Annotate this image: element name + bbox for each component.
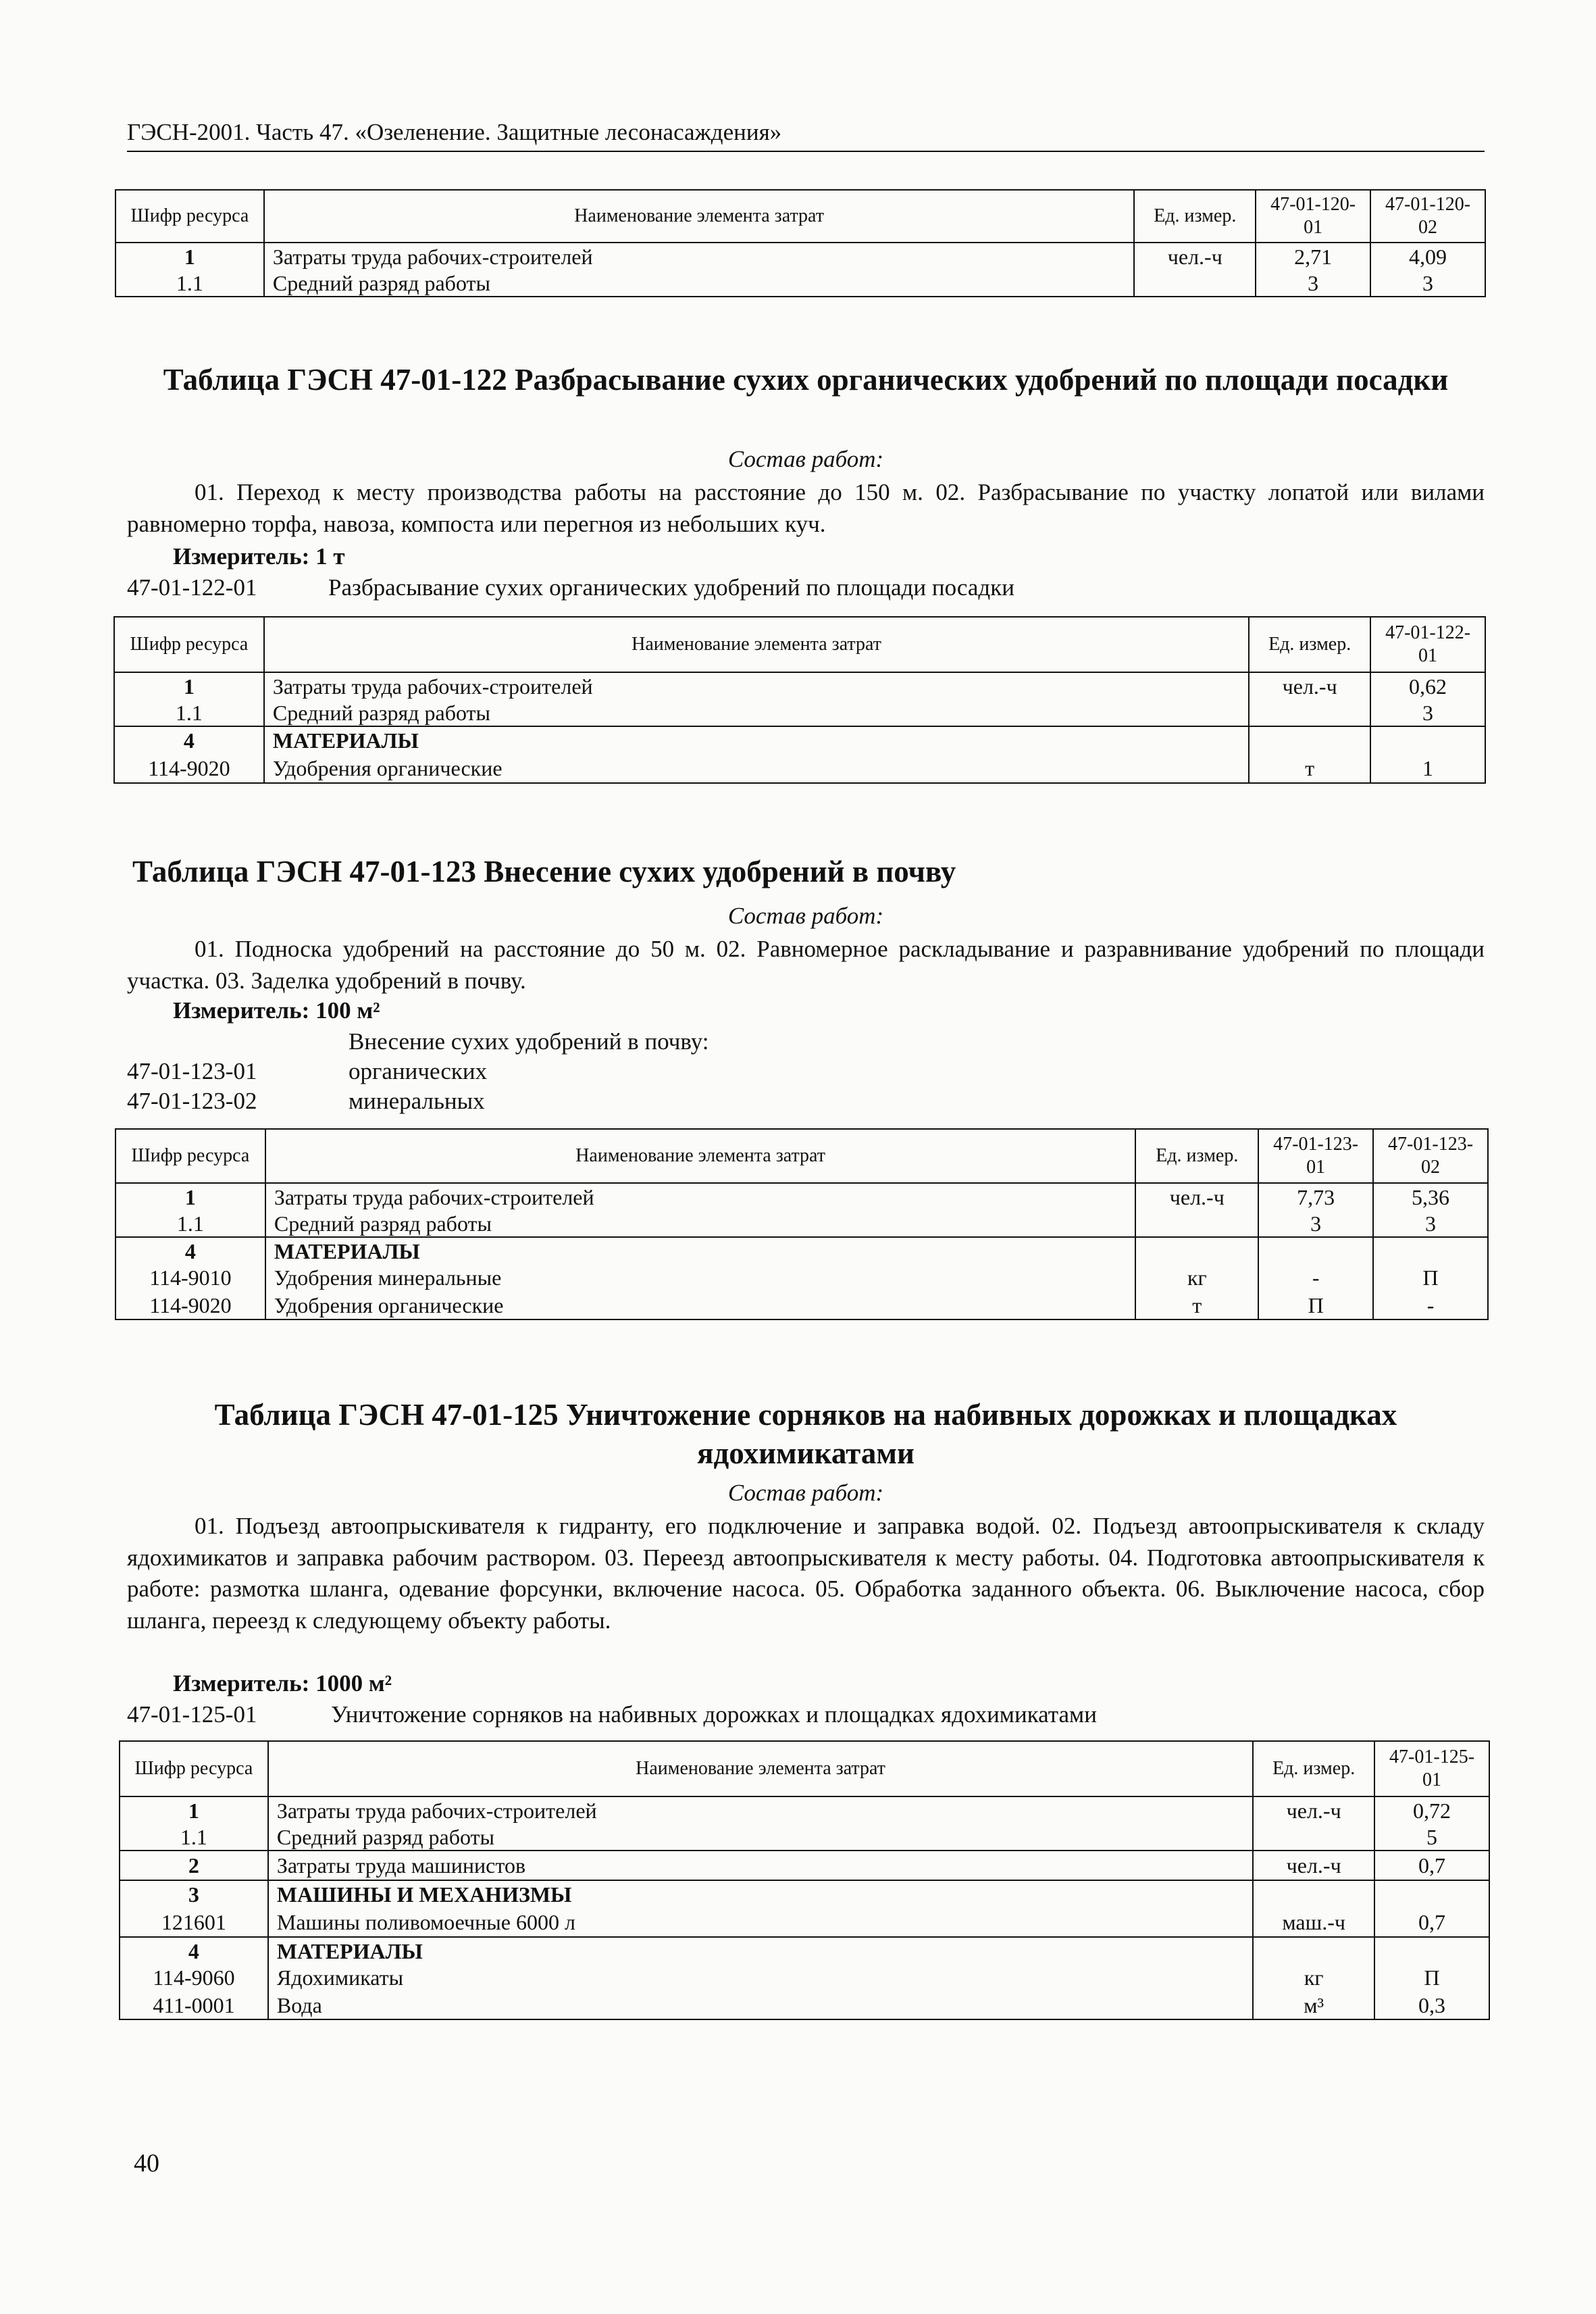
col-unit-header: Ед. измер. (1253, 1741, 1374, 1796)
cell-value: - (1258, 1264, 1373, 1291)
header-rule (127, 151, 1485, 152)
cell-name: Затраты труда рабочих-строителей (264, 672, 1249, 699)
col-value-header: 47-01-125-01 (1374, 1741, 1489, 1796)
cell-code: 1 (120, 1796, 268, 1823)
cell-value: - (1373, 1291, 1488, 1319)
cell-name: Средний разряд работы (264, 270, 1134, 297)
cell-unit (1249, 699, 1370, 726)
cell-code: 411-0001 (120, 1991, 268, 2019)
sostav-label: Состав работ: (727, 903, 884, 929)
cell-value: 3 (1258, 1210, 1373, 1237)
cell-name: Удобрения органические (264, 753, 1249, 783)
cell-name: Затраты труда машинистов (268, 1851, 1253, 1880)
cell-code: 4 (114, 726, 264, 753)
cell-name: МАТЕРИАЛЫ (265, 1237, 1136, 1264)
cell-name: Затраты труда рабочих-строителей (268, 1796, 1253, 1823)
col-code-header: Шифр ресурса (115, 1129, 265, 1183)
cell-name: МАШИНЫ И МЕХАНИЗМЫ (268, 1880, 1253, 1907)
col-name-header: Наименование элемента затрат (265, 1129, 1136, 1183)
sostav-text-122: 01. Переход к месту производства работы на расстояние до 150 м. 02. Разбрасывание по участку лопатой или вилами равномерно торфа, навоза, компоста или перегноя из небольших куч. (127, 479, 1485, 537)
cell-code: 1 (114, 672, 264, 699)
cell-code: 114-9060 (120, 1964, 268, 1991)
cell-unit: чел.-ч (1253, 1796, 1374, 1823)
cell-unit (1135, 1237, 1258, 1264)
cell-unit (1249, 726, 1370, 753)
cell-value: 2,71 (1256, 243, 1370, 270)
cell-unit: чел.-ч (1135, 1183, 1258, 1210)
cell-value: П (1374, 1964, 1489, 1991)
col-name-header: Наименование элемента затрат (264, 190, 1134, 243)
cell-unit: маш.-ч (1253, 1907, 1374, 1937)
cell-value: 3 (1256, 270, 1370, 297)
item-name: минеральных (349, 1088, 485, 1114)
cell-name: Удобрения органические (265, 1291, 1136, 1319)
cell-value: 0,72 (1374, 1796, 1489, 1823)
sostav-label: Состав работ: (727, 1480, 884, 1506)
cell-value: П (1258, 1291, 1373, 1319)
cell-name: Средний разряд работы (268, 1823, 1253, 1851)
section-title-122: Таблица ГЭСН 47-01-122 Разбрасывание сухих органических удобрений по площади посадки (163, 363, 1449, 397)
item-name: органических (349, 1058, 488, 1084)
cell-code: 4 (115, 1237, 265, 1264)
measure-122: Измеритель: 1 т (173, 543, 345, 570)
col-unit-header: Ед. измер. (1249, 617, 1370, 672)
cell-value: П (1373, 1264, 1488, 1291)
table-122 (113, 616, 1486, 784)
table-125 (119, 1740, 1490, 2020)
cell-value: 0,7 (1374, 1851, 1489, 1880)
cell-code: 114-9020 (114, 753, 264, 783)
cell-value: 0,7 (1374, 1907, 1489, 1937)
item-code: 47-01-123-02 (127, 1088, 257, 1114)
cell-value (1370, 726, 1485, 753)
cell-code: 1.1 (120, 1823, 268, 1851)
col-code-header: Шифр ресурса (114, 617, 264, 672)
cell-name: Ядохимикаты (268, 1964, 1253, 1991)
cell-unit (1253, 1823, 1374, 1851)
cell-code: 114-9010 (115, 1264, 265, 1291)
item-code: 47-01-123-01 (127, 1058, 257, 1084)
col-value-header: 47-01-123-01 (1258, 1129, 1373, 1183)
section-title-123: Таблица ГЭСН 47-01-123 Внесение сухих удобрений в почву (132, 855, 956, 888)
col-unit-header: Ед. измер. (1135, 1129, 1258, 1183)
cell-unit (1135, 1210, 1258, 1237)
cell-name: Затраты труда рабочих-строителей (265, 1183, 1136, 1210)
section-title-125: Таблица ГЭСН 47-01-125 Уничтожение сорняков на набивных дорожках и площадках ядохимикатами (214, 1398, 1397, 1470)
measure-123: Измеритель: 100 м² (173, 997, 380, 1024)
page-number: 40 (134, 2149, 159, 2178)
item-name: Разбрасывание сухих органических удобрений по площади посадки (328, 574, 1014, 601)
cell-code: 1.1 (115, 1210, 265, 1237)
item-name: Уничтожение сорняков на набивных дорожках и площадках ядохимикатами (331, 1701, 1097, 1728)
running-header: ГЭСН-2001. Часть 47. «Озеленение. Защитные лесонасаждения» (127, 119, 782, 145)
cell-value: 7,73 (1258, 1183, 1373, 1210)
cell-value: 0,62 (1370, 672, 1485, 699)
cell-name: МАТЕРИАЛЫ (264, 726, 1249, 753)
cell-name: Средний разряд работы (265, 1210, 1136, 1237)
cell-value: 3 (1370, 270, 1485, 297)
cell-value: 5,36 (1373, 1183, 1488, 1210)
cell-value (1374, 1937, 1489, 1964)
cell-unit: чел.-ч (1249, 672, 1370, 699)
cell-name: Средний разряд работы (264, 699, 1249, 726)
group-label: Внесение сухих удобрений в почву: (349, 1028, 709, 1055)
cell-unit: т (1135, 1291, 1258, 1319)
cell-name: Вода (268, 1991, 1253, 2019)
cell-name: Удобрения минеральные (265, 1264, 1136, 1291)
cell-value: 3 (1370, 699, 1485, 726)
cell-unit (1253, 1880, 1374, 1907)
sostav-text-125: 01. Подъезд автоопрыскивателя к гидранту, его подключение и заправка водой. 02. Подъезд автоопрыскивателя к складу ядохимикатов и заправка рабочим раствором. 03. Переезд автоопрыскивателя к месту работы. 04. Подготовка автоопрыскивателя к работе: размотка шланга, одевание форсунки, включение насоса. 05. Обработка заданного объекта. 06. Выключение насоса, сбор шланга, переезд к следующему объекту работы. (127, 1513, 1485, 1634)
cell-value: 3 (1373, 1210, 1488, 1237)
cell-code: 121601 (120, 1907, 268, 1937)
col-value-header: 47-01-120-01 (1256, 190, 1370, 243)
col-code-header: Шифр ресурса (120, 1741, 268, 1796)
col-name-header: Наименование элемента затрат (264, 617, 1249, 672)
cell-value: 1 (1370, 753, 1485, 783)
cell-code: 3 (120, 1880, 268, 1907)
cell-unit (1134, 270, 1256, 297)
cell-value: 4,09 (1370, 243, 1485, 270)
cell-value (1373, 1237, 1488, 1264)
cell-code: 4 (120, 1937, 268, 1964)
cell-name: МАТЕРИАЛЫ (268, 1937, 1253, 1964)
cell-code: 2 (120, 1851, 268, 1880)
col-name-header: Наименование элемента затрат (268, 1741, 1253, 1796)
cell-code: 1.1 (115, 270, 264, 297)
col-unit-header: Ед. измер. (1134, 190, 1256, 243)
cell-code: 1 (115, 1183, 265, 1210)
table-123 (115, 1128, 1489, 1320)
cell-code: 114-9020 (115, 1291, 265, 1319)
item-code: 47-01-122-01 (127, 574, 257, 601)
cell-value (1258, 1237, 1373, 1264)
cell-name: Затраты труда рабочих-строителей (264, 243, 1134, 270)
cell-value: 0,3 (1374, 1991, 1489, 2019)
cell-code: 1.1 (114, 699, 264, 726)
cell-unit: т (1249, 753, 1370, 783)
cell-value: 5 (1374, 1823, 1489, 1851)
col-code-header: Шифр ресурса (115, 190, 264, 243)
cell-unit: чел.-ч (1253, 1851, 1374, 1880)
table-120 (115, 189, 1486, 297)
cell-value (1374, 1880, 1489, 1907)
cell-unit: кг (1253, 1964, 1374, 1991)
cell-unit (1253, 1937, 1374, 1964)
cell-unit: кг (1135, 1264, 1258, 1291)
col-value-header: 47-01-123-02 (1373, 1129, 1488, 1183)
cell-unit: чел.-ч (1134, 243, 1256, 270)
cell-code: 1 (115, 243, 264, 270)
cell-unit: м³ (1253, 1991, 1374, 2019)
col-value-header: 47-01-122-01 (1370, 617, 1485, 672)
measure-125: Измеритель: 1000 м² (173, 1670, 392, 1696)
col-value-header: 47-01-120-02 (1370, 190, 1485, 243)
sostav-text-123: 01. Подноска удобрений на расстояние до 50 м. 02. Равномерное раскладывание и разравнивание удобрений по площади участка. 03. Заделка удобрений в почву. (127, 936, 1485, 994)
cell-name: Машины поливомоечные 6000 л (268, 1907, 1253, 1937)
item-code: 47-01-125-01 (127, 1701, 257, 1728)
sostav-label: Состав работ: (727, 446, 884, 472)
